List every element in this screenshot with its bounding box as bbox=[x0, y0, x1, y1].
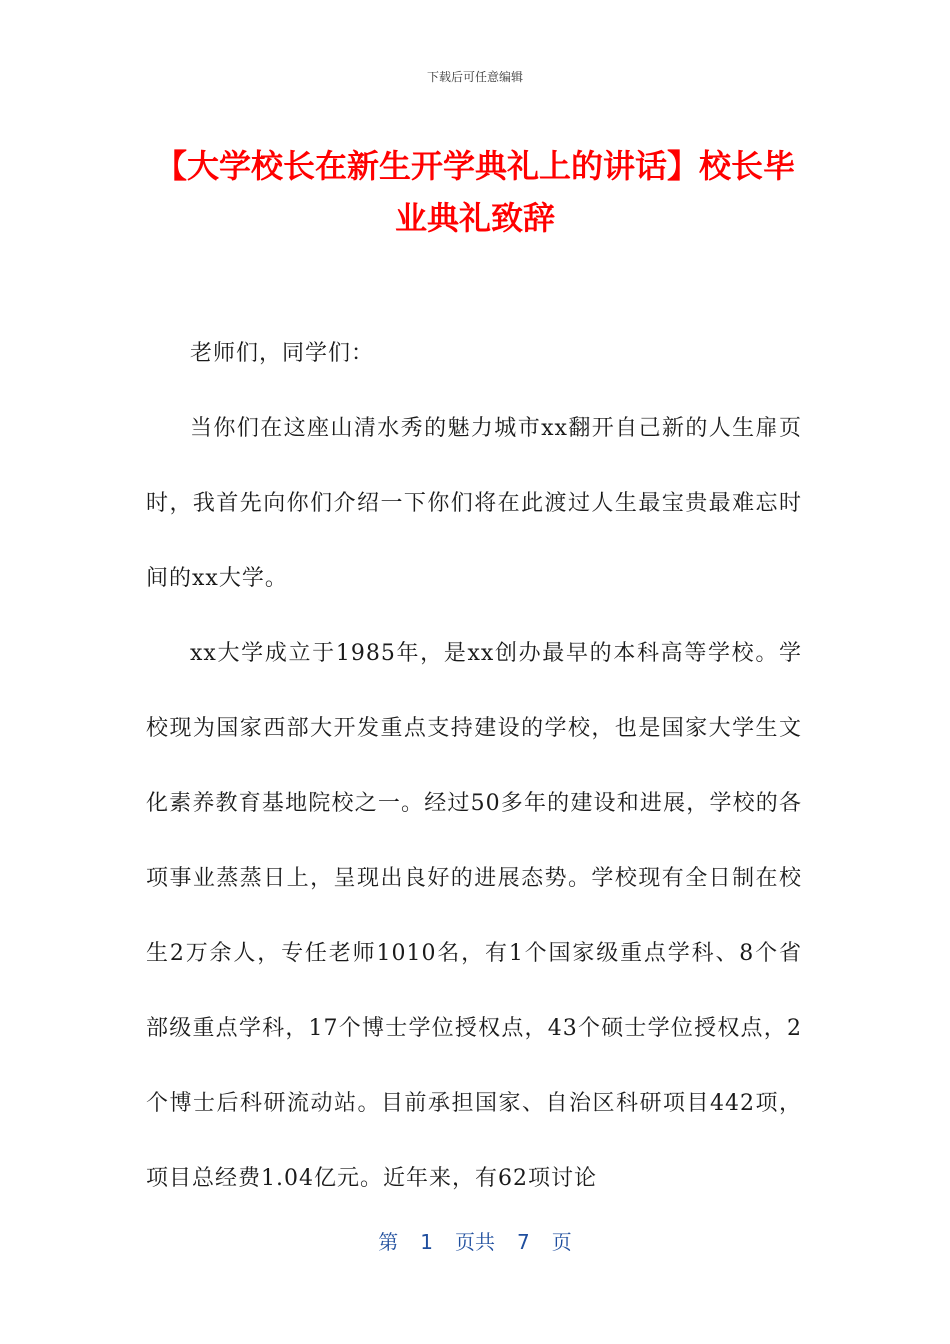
page-number-footer bbox=[0, 1226, 950, 1255]
footer-middle: 页共 bbox=[455, 1230, 495, 1254]
header-note: 下载后可任意编辑 bbox=[426, 70, 523, 84]
footer-current-page: 1 bbox=[420, 1230, 433, 1254]
document-title: 【大学校长在新生开学典礼上的讲话】校长毕业典礼致辞 bbox=[154, 147, 795, 237]
university-overview-paragraph: xx大学成立于1985年，是xx创办最早的本科高等学校。学校现为国家西部大开发重点支持建设的学校，也是国家大学生文化素养教育基地院校之一。经过50多年的建设和进展，学校的各项事业蒸蒸日上，呈现出良好的进展态势。学校现有全日制在校生2万余人，专任老师1010名，有1个国家级重点学科、8个省部级重点学科，17个博士学位授权点，43个硕士学位授权点，2个博士后科研流动站。目前承担国家、自治区科研项目442项，项目总经费1.04亿元。近年来，有62项讨论 bbox=[146, 641, 802, 1191]
salutation-paragraph: 老师们，同学们： bbox=[190, 341, 375, 366]
footer-total-pages: 7 bbox=[517, 1230, 530, 1254]
intro-paragraph: 当你们在这座山清水秀的魅力城市xx翻开自己新的人生扉页时，我首先向你们介绍一下你们将在此渡过人生最宝贵最难忘时间的xx大学。 bbox=[146, 416, 802, 591]
document-body bbox=[146, 316, 802, 1216]
footer-suffix: 页 bbox=[551, 1230, 572, 1254]
footer-prefix: 第 bbox=[378, 1230, 399, 1254]
